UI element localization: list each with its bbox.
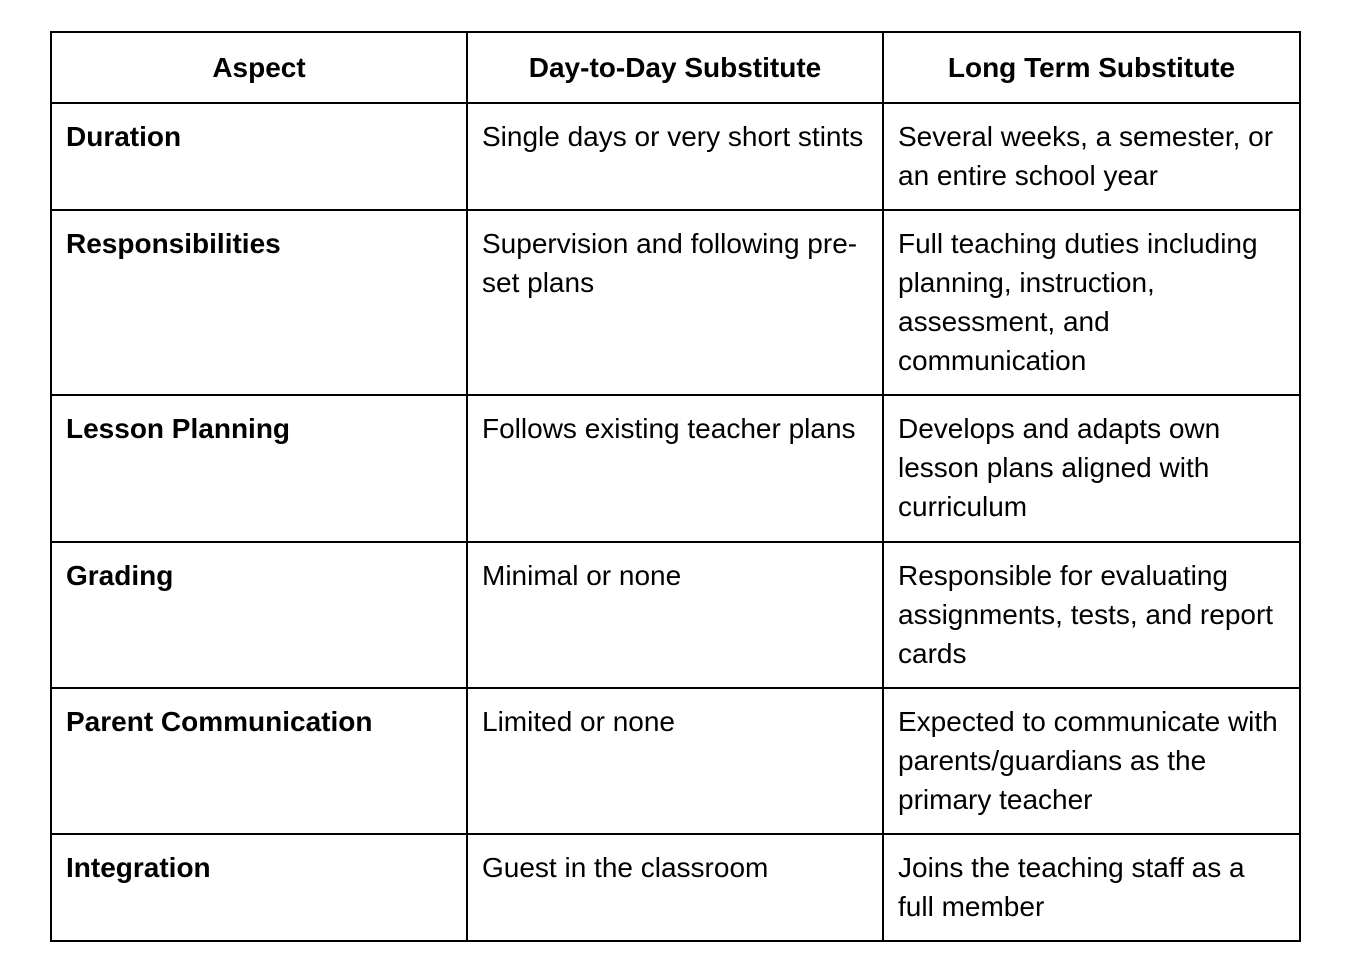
long-term-cell: Full teaching duties including planning, instruction, assessment, and communication <box>883 210 1300 395</box>
header-day-to-day-substitute: Day-to-Day Substitute <box>467 32 883 103</box>
table-row <box>51 542 1300 688</box>
aspect-cell: Lesson Planning <box>51 395 467 542</box>
table-row <box>51 103 1300 210</box>
comparison-table <box>50 31 1301 942</box>
day-to-day-cell: Single days or very short stints <box>467 103 883 210</box>
long-term-cell: Several weeks, a semester, or an entire school year <box>883 103 1300 210</box>
table-row <box>51 688 1300 834</box>
table-row <box>51 210 1300 395</box>
table-row <box>51 395 1300 542</box>
aspect-cell: Duration <box>51 103 467 210</box>
long-term-cell: Expected to communicate with parents/guardians as the primary teacher <box>883 688 1300 834</box>
aspect-cell: Integration <box>51 834 467 941</box>
day-to-day-cell: Guest in the classroom <box>467 834 883 941</box>
header-aspect: Aspect <box>51 32 467 103</box>
day-to-day-cell: Follows existing teacher plans <box>467 395 883 542</box>
table-row <box>51 834 1300 941</box>
long-term-cell: Develops and adapts own lesson plans aligned with curriculum <box>883 395 1300 542</box>
day-to-day-cell: Limited or none <box>467 688 883 834</box>
header-long-term-substitute: Long Term Substitute <box>883 32 1300 103</box>
table-header-row <box>51 32 1300 103</box>
long-term-cell: Responsible for evaluating assignments, tests, and report cards <box>883 542 1300 688</box>
aspect-cell: Responsibilities <box>51 210 467 395</box>
day-to-day-cell: Minimal or none <box>467 542 883 688</box>
aspect-cell: Grading <box>51 542 467 688</box>
day-to-day-cell: Supervision and following pre-set plans <box>467 210 883 395</box>
long-term-cell: Joins the teaching staff as a full member <box>883 834 1300 941</box>
aspect-cell: Parent Communication <box>51 688 467 834</box>
